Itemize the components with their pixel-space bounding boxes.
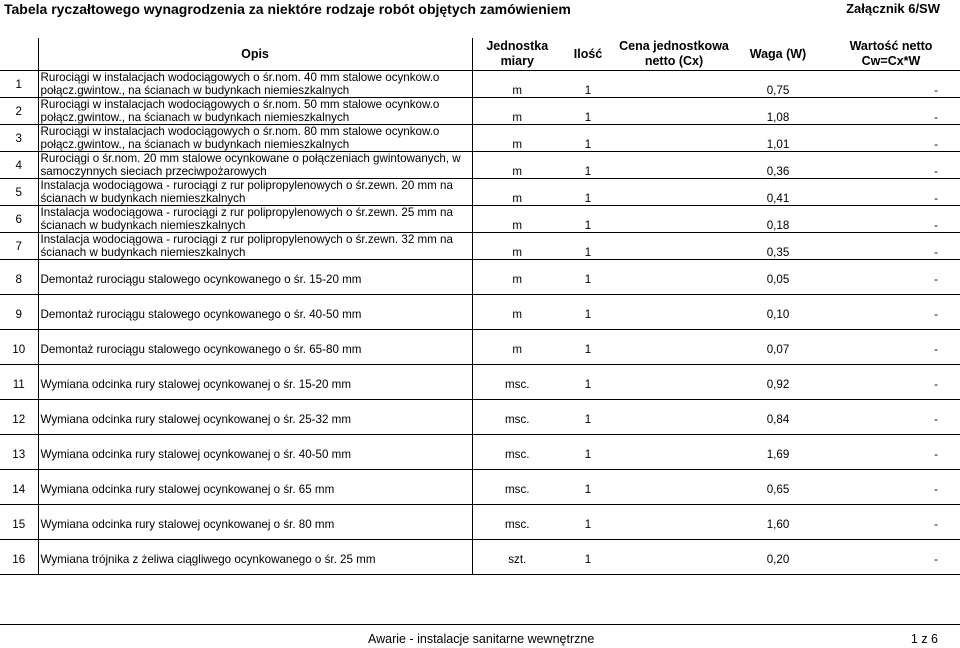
row-unit-price (614, 152, 734, 179)
row-number: 13 (0, 435, 38, 470)
row-net-value: - (934, 517, 938, 531)
row-description: Wymiana odcinka rury stalowej ocynkowanej o śr. 80 mm (38, 505, 472, 540)
col-header-desc: Opis (38, 38, 472, 71)
row-quantity: 1 (584, 138, 592, 151)
row-weight: 0,20 (766, 552, 790, 566)
table-row (0, 400, 960, 435)
table-row (0, 179, 960, 206)
row-quantity: 1 (584, 412, 592, 426)
pricing-table (0, 38, 960, 575)
table-row (0, 330, 960, 365)
row-weight: 0,65 (766, 482, 790, 496)
row-quantity: 1 (584, 447, 592, 461)
row-unit: m (512, 111, 523, 124)
row-quantity: 1 (584, 377, 592, 391)
table-row (0, 470, 960, 505)
row-description: Instalacja wodociągowa - rurociągi z rur polipropylenowych o śr.zewn. 32 mm na ścianach w budynkach niemieszkalnych (38, 233, 472, 260)
table-row (0, 540, 960, 575)
row-unit-price (614, 71, 734, 98)
row-net-value: - (934, 552, 938, 566)
row-number: 8 (0, 260, 38, 295)
row-description: Rurociągi w instalacjach wodociągowych o śr.nom. 50 mm stalowe ocynkow.o połącz.gwintow., na ścianach w budynkach niemieszkalnych (38, 98, 472, 125)
table-row (0, 435, 960, 470)
row-weight: 0,36 (766, 165, 790, 178)
col-header-weight: Waga (W) (734, 38, 822, 71)
row-unit-price (614, 470, 734, 505)
table-row (0, 71, 960, 98)
row-unit: m (512, 272, 523, 286)
row-unit-price (614, 540, 734, 575)
row-unit-price (614, 505, 734, 540)
row-unit: m (512, 342, 523, 356)
col-header-price: Cena jednostkowa netto (Cx) (614, 38, 734, 71)
row-number: 16 (0, 540, 38, 575)
row-net-value: - (934, 165, 938, 178)
table-row (0, 260, 960, 295)
row-unit-price (614, 125, 734, 152)
row-quantity: 1 (584, 84, 592, 97)
row-number: 1 (0, 71, 38, 98)
footer-divider (0, 624, 960, 625)
row-number: 6 (0, 206, 38, 233)
row-net-value: - (934, 307, 938, 321)
table-row (0, 125, 960, 152)
row-net-value: - (934, 482, 938, 496)
row-unit: m (512, 84, 523, 97)
row-unit-price (614, 400, 734, 435)
row-description: Demontaż rurociągu stalowego ocynkowanego o śr. 15-20 mm (38, 260, 472, 295)
row-weight: 0,92 (766, 377, 790, 391)
col-header-unit: Jednostka miary (472, 38, 562, 71)
row-number: 5 (0, 179, 38, 206)
row-weight: 0,84 (766, 412, 790, 426)
row-weight: 1,01 (766, 138, 790, 151)
table-header-row (0, 38, 960, 71)
row-weight: 0,41 (766, 192, 790, 205)
row-quantity: 1 (584, 307, 592, 321)
row-number: 10 (0, 330, 38, 365)
row-unit: msc. (505, 517, 530, 531)
row-number: 3 (0, 125, 38, 152)
row-unit-price (614, 98, 734, 125)
table-row (0, 98, 960, 125)
row-description: Wymiana odcinka rury stalowej ocynkowanej o śr. 65 mm (38, 470, 472, 505)
row-unit-price (614, 179, 734, 206)
row-weight: 0,18 (766, 219, 790, 232)
row-description: Demontaż rurociągu stalowego ocynkowanego o śr. 40-50 mm (38, 295, 472, 330)
row-number: 2 (0, 98, 38, 125)
row-number: 14 (0, 470, 38, 505)
row-number: 15 (0, 505, 38, 540)
row-quantity: 1 (584, 111, 592, 124)
row-number: 4 (0, 152, 38, 179)
row-quantity: 1 (584, 272, 592, 286)
row-unit: m (512, 165, 523, 178)
row-unit: m (512, 138, 523, 151)
row-weight: 0,07 (766, 342, 790, 356)
row-net-value: - (934, 138, 938, 151)
row-weight: 1,08 (766, 111, 790, 124)
row-net-value: - (934, 272, 938, 286)
col-header-qty: Ilość (562, 38, 614, 71)
table-row (0, 152, 960, 179)
table-row (0, 365, 960, 400)
row-description: Instalacja wodociągowa - rurociągi z rur polipropylenowych o śr.zewn. 25 mm na ścianach w budynkach niemieszkalnych (38, 206, 472, 233)
row-quantity: 1 (584, 165, 592, 178)
row-unit-price (614, 233, 734, 260)
table-row (0, 295, 960, 330)
col-header-lp (0, 38, 38, 71)
row-unit-price (614, 295, 734, 330)
row-description: Rurociągi o śr.nom. 20 mm stalowe ocynkowane o połączeniach gwintowanych, w samoczynnych sieciach przeciwpożarowych (38, 152, 472, 179)
row-unit-price (614, 260, 734, 295)
row-quantity: 1 (584, 482, 592, 496)
row-unit-price (614, 206, 734, 233)
table-row (0, 233, 960, 260)
row-net-value: - (934, 111, 938, 124)
row-unit: msc. (505, 447, 530, 461)
row-weight: 0,75 (766, 84, 790, 97)
row-net-value: - (934, 377, 938, 391)
row-unit: m (512, 192, 523, 205)
row-quantity: 1 (584, 219, 592, 232)
row-unit: msc. (505, 482, 530, 496)
row-unit-price (614, 365, 734, 400)
page-number: 1 z 6 (910, 632, 938, 646)
row-unit: m (512, 307, 523, 321)
row-unit: szt. (508, 552, 527, 566)
row-net-value: - (934, 412, 938, 426)
row-net-value: - (934, 219, 938, 232)
row-quantity: 1 (584, 192, 592, 205)
row-weight: 1,69 (766, 447, 790, 461)
row-number: 9 (0, 295, 38, 330)
footer-text: Awarie - instalacje sanitarne wewnętrzne (368, 632, 595, 646)
row-net-value: - (934, 192, 938, 205)
row-weight: 0,10 (766, 307, 790, 321)
row-unit: msc. (505, 377, 530, 391)
row-quantity: 1 (584, 246, 592, 259)
row-description: Rurociągi w instalacjach wodociągowych o śr.nom. 80 mm stalowe ocynkow.o połącz.gwintow., na ścianach w budynkach niemieszkalnych (38, 125, 472, 152)
row-description: Wymiana trójnika z żeliwa ciągliwego ocynkowanego o śr. 25 mm (38, 540, 472, 575)
row-quantity: 1 (584, 342, 592, 356)
row-weight: 0,05 (766, 272, 790, 286)
row-quantity: 1 (584, 517, 592, 531)
row-unit: m (512, 246, 523, 259)
row-unit: m (512, 219, 523, 232)
row-net-value: - (934, 447, 938, 461)
row-net-value: - (934, 246, 938, 259)
row-weight: 0,35 (766, 246, 790, 259)
row-weight: 1,60 (766, 517, 790, 531)
row-description: Wymiana odcinka rury stalowej ocynkowanej o śr. 25-32 mm (38, 400, 472, 435)
row-description: Wymiana odcinka rury stalowej ocynkowanej o śr. 40-50 mm (38, 435, 472, 470)
row-unit-price (614, 435, 734, 470)
annex-label: Załącznik 6/SW (846, 1, 940, 16)
row-net-value: - (934, 342, 938, 356)
row-description: Instalacja wodociągowa - rurociągi z rur polipropylenowych o śr.zewn. 20 mm na ścianach w budynkach niemieszkalnych (38, 179, 472, 206)
row-quantity: 1 (584, 552, 592, 566)
table-row (0, 505, 960, 540)
row-description: Wymiana odcinka rury stalowej ocynkowanej o śr. 15-20 mm (38, 365, 472, 400)
row-unit: msc. (505, 412, 530, 426)
row-number: 11 (0, 365, 38, 400)
col-header-value: Wartość netto Cw=Cx*W (822, 38, 960, 71)
row-description: Demontaż rurociągu stalowego ocynkowanego o śr. 65-80 mm (38, 330, 472, 365)
table-row (0, 206, 960, 233)
row-net-value: - (934, 84, 938, 97)
document-title: Tabela ryczałtowego wynagrodzenia za niektóre rodzaje robót objętych zamówieniem (4, 1, 571, 17)
row-number: 12 (0, 400, 38, 435)
row-number: 7 (0, 233, 38, 260)
row-unit-price (614, 330, 734, 365)
row-description: Rurociągi w instalacjach wodociągowych o śr.nom. 40 mm stalowe ocynkow.o połącz.gwintow., na ścianach w budynkach niemieszkalnych (38, 71, 472, 98)
